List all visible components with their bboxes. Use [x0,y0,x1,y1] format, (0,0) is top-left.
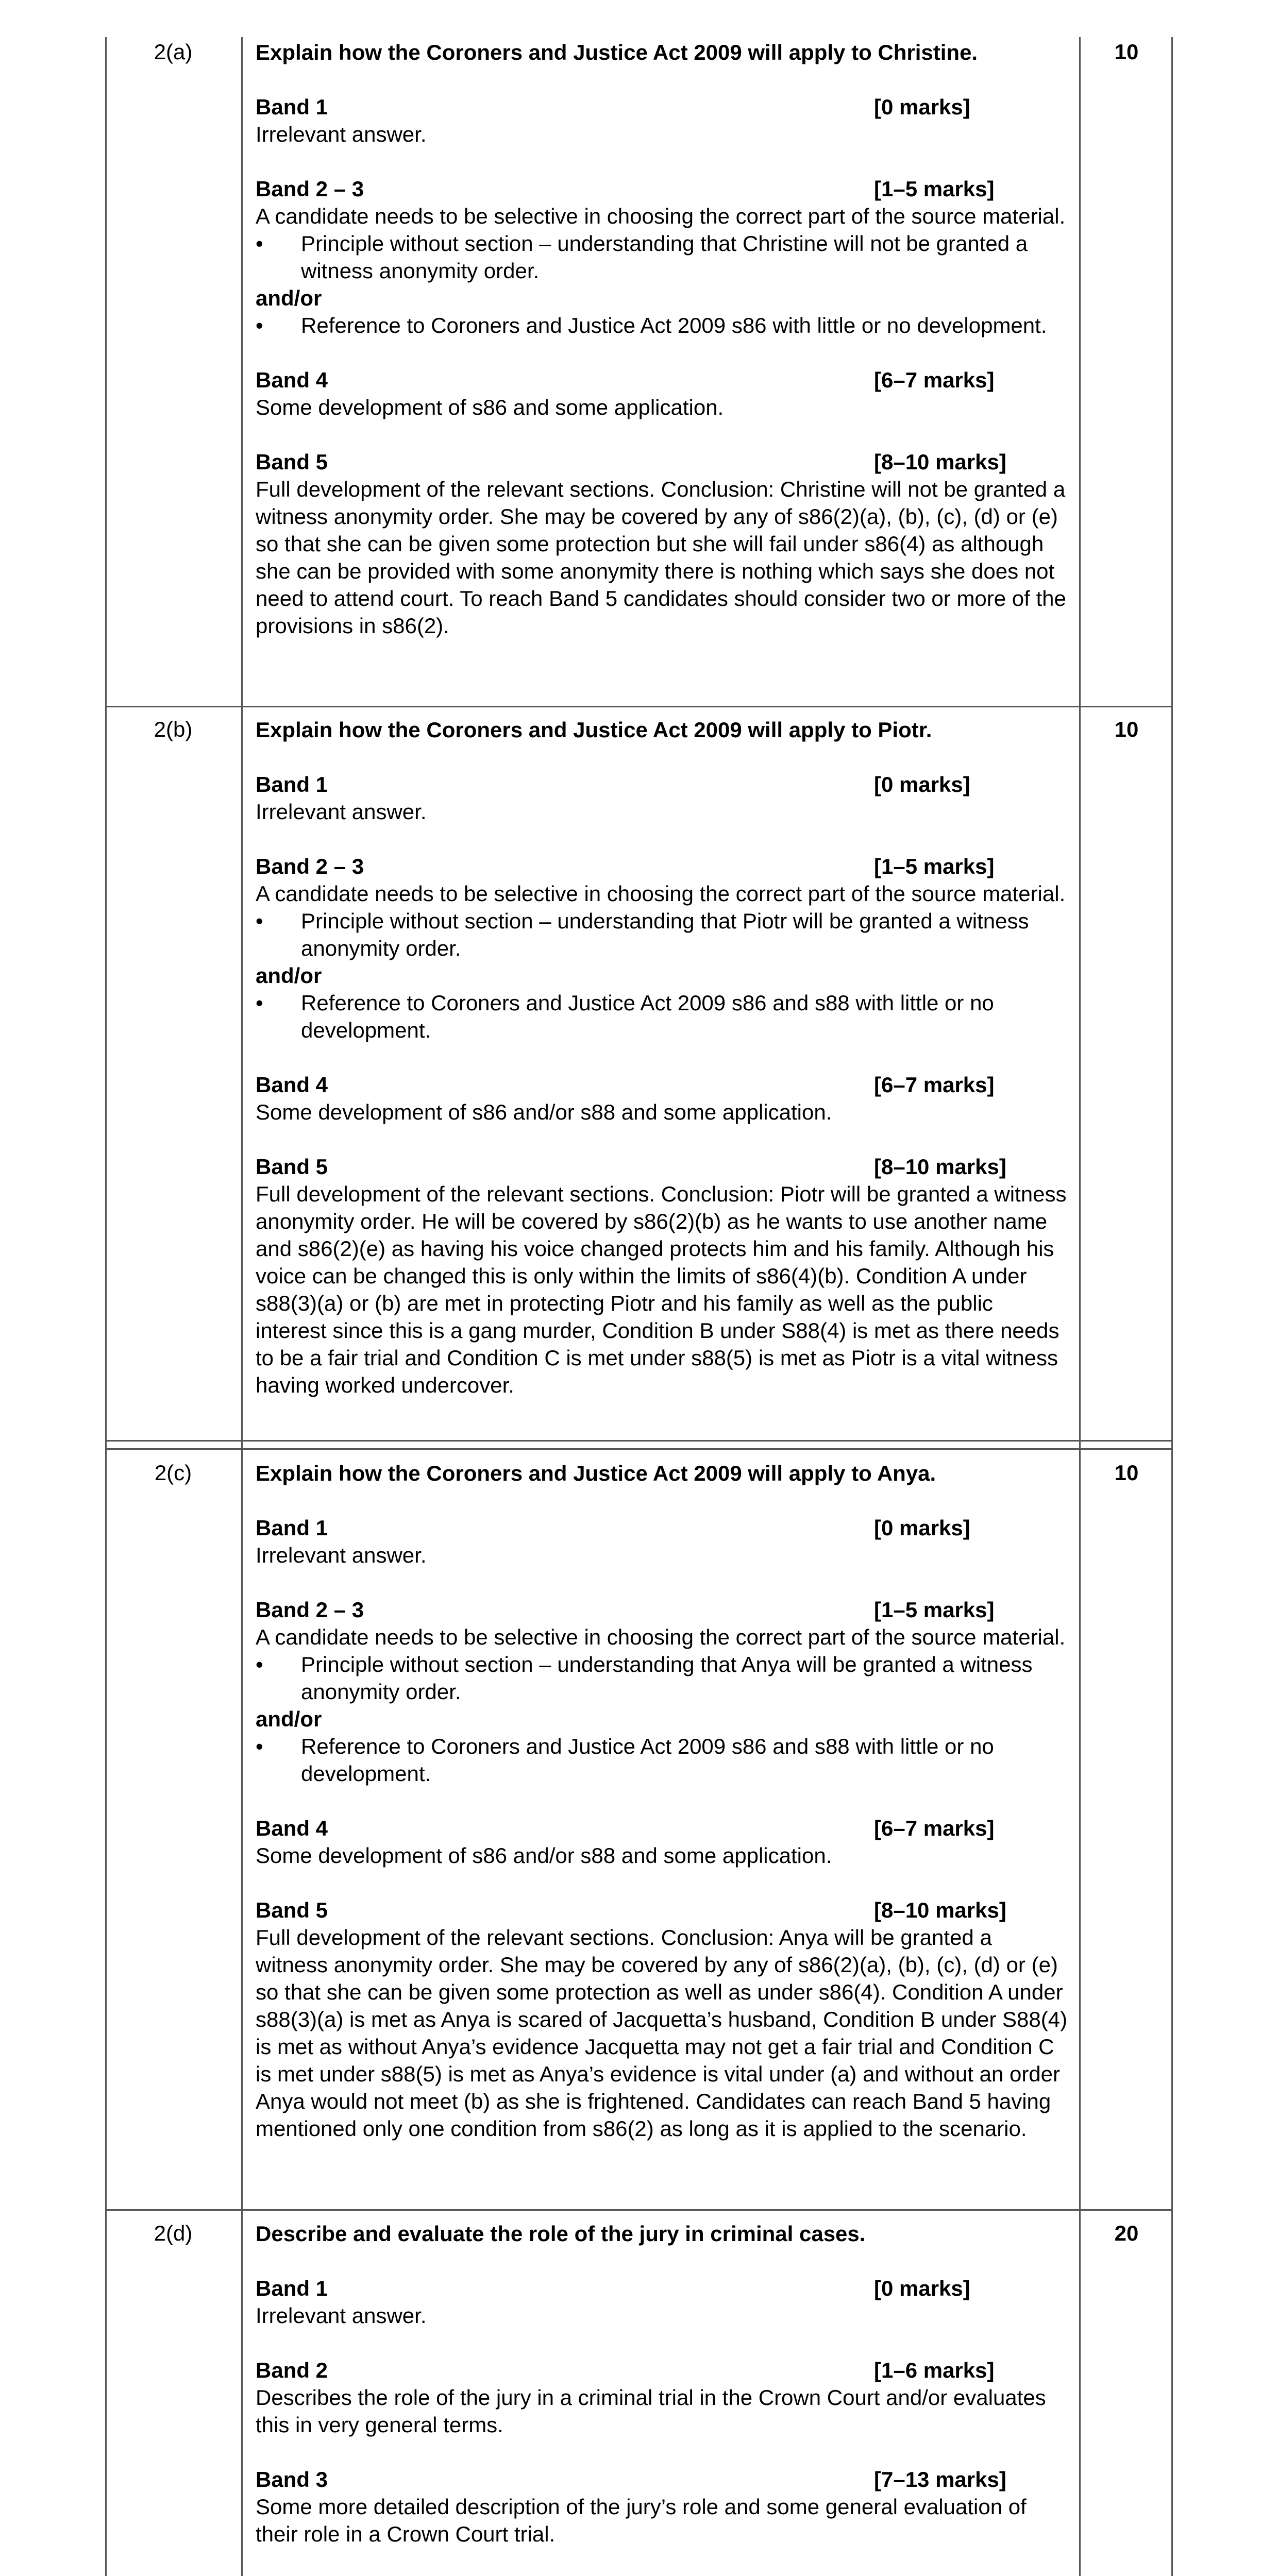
band-description: Irrelevant answer. [256,2303,427,2328]
bullet-icon: • [256,909,263,933]
table-left-border [105,37,107,2576]
bullet-text: Principle without section – understanding that Christine will not be granted a witness anonymity order. [301,231,1028,283]
band-description: Full development of the relevant sections. Conclusion: Anya will be granted a witness anonymity order. She may be covered by any of s86(2)(a), (b), (c), (d) or (e) so that she can be given some protection as well as under s86(4). Condition A under s88(3)(a) is met as Anya is scared of Jacquetta’s husband, Condition B under S88(4) is met as without Anya’s evidence Jacquetta may not get a fair trial and Condition C is met under s88(5) is met as Anya’s evidence is vital under (a) and without an order Anya would not meet (b) as she is frightened. Candidates can reach Band 5 having mentioned only one condition from s86(2) as long as it is applied to the scenario. [256,1925,1068,2141]
bullet-item [256,907,1070,962]
question-number: 2(c) [154,1461,192,1485]
band-5 [256,1153,1070,1399]
bullet-item [256,989,1070,1044]
table-right-border [1171,37,1173,2576]
band-marks: [1–5 marks] [874,177,995,201]
and-or-label: and/or [256,286,322,310]
bullet-item [256,312,1070,339]
question-marks: 10 [1114,1461,1139,1485]
row-divider [105,1448,1173,1450]
question-number: 2(b) [154,717,193,741]
band-1 [256,771,1070,825]
band-4 [256,366,1070,421]
band-description: Full development of the relevant sections. Conclusion: Christine will not be granted a witness anonymity order. She may be covered by any of s86(2)(a), (b), (c), (d) or (e) so that she can be given some protection but she will fail under s86(4) as although she can be provided with some anonymity there is nothing which says she does not need to attend court. To reach Band 5 candidates should consider two or more of the provisions in s86(2). [256,477,1066,638]
band-marks: [7–13 marks] [874,2467,1006,2492]
band-description: A candidate needs to be selective in choosing the correct part of the source material. [256,882,1066,906]
bullet-icon: • [256,1652,263,1676]
band-name: Band 1 [256,95,328,119]
question-content [256,1460,1070,2142]
band-description: Some development of s86 and/or s88 and some application. [256,1843,832,1868]
band-name: Band 1 [256,2276,328,2300]
band-name: Band 1 [256,1516,328,1540]
band-2-3 [256,853,1070,1044]
bullet-text: Reference to Coroners and Justice Act 2009 s86 and s88 with little or no development. [301,1734,994,1786]
band-4 [256,1815,1070,1869]
band-name: Band 4 [256,368,328,392]
band-name: Band 2 – 3 [256,1598,364,1622]
band-name: Band 5 [256,1155,328,1179]
band-name: Band 2 – 3 [256,177,364,201]
band-1 [256,1514,1070,1569]
band-name: Band 5 [256,1898,328,1922]
bullet-icon: • [256,1734,263,1758]
band-5 [256,448,1070,639]
and-or-label: and/or [256,1707,322,1731]
band-1 [256,93,1070,148]
bullet-item [256,230,1070,284]
band-name: Band 5 [256,450,328,474]
band-description: Irrelevant answer. [256,800,427,824]
question-marks: 10 [1114,40,1139,64]
band-3 [256,2466,1070,2548]
band-marks: [0 marks] [874,2276,970,2300]
band-marks: [8–10 marks] [874,1155,1006,1179]
band-description: Describes the role of the jury in a criminal trial in the Crown Court and/or evaluates this in very general terms. [256,2385,1046,2437]
band-4 [256,1071,1070,1126]
band-name: Band 4 [256,1073,328,1097]
band-2-3 [256,1596,1070,1787]
and-or-label: and/or [256,963,322,988]
bullet-text: Principle without section – understanding that Anya will be granted a witness anonymity order. [301,1652,1033,1704]
question-text: Explain how the Coroners and Justice Act 2009 will apply to Christine. [256,40,978,64]
bullet-text: Reference to Coroners and Justice Act 2009 s86 and s88 with little or no development. [301,991,994,1042]
table-column-divider [1079,37,1081,2576]
question-number: 2(a) [154,40,193,64]
band-name: Band 2 [256,2358,328,2382]
bullet-icon: • [256,991,263,1015]
band-name: Band 2 – 3 [256,854,364,878]
band-marks: [1–5 marks] [874,1598,995,1622]
row-divider [105,706,1173,707]
question-text: Explain how the Coroners and Justice Act 2009 will apply to Piotr. [256,718,932,742]
question-marks: 20 [1114,2221,1139,2245]
band-marks: [8–10 marks] [874,450,1006,474]
band-marks: [6–7 marks] [874,1073,995,1097]
band-description: Full development of the relevant sections. Conclusion: Piotr will be granted a witness anonymity order. He will be covered by s86(2)(b) as he wants to use another name and s86(2)(e) as having his voice changed protects him and his family. Although his voice can be changed this is only within the limits of s86(4)(b). Condition A under s88(3)(a) or (b) are met in protecting Piotr and his family as well as the public interest since this is a gang murder, Condition B under S88(4) is met as there needs to be a fair trial and Condition C is met under s88(5) is met as Piotr is a vital witness having worked undercover. [256,1182,1067,1397]
band-marks: [0 marks] [874,95,970,119]
row-divider [105,1440,1173,1442]
band-description: Irrelevant answer. [256,122,427,146]
band-marks: [1–5 marks] [874,854,995,878]
question-content [256,2220,1070,2576]
band-marks: [8–10 marks] [874,1898,1006,1922]
question-marks: 10 [1114,717,1139,741]
band-description: A candidate needs to be selective in choosing the correct part of the source material. [256,1625,1066,1649]
band-description: Some more detailed description of the jury’s role and some general evaluation of their role in a Crown Court trial. [256,2495,1027,2546]
band-marks: [6–7 marks] [874,1816,995,1840]
band-name: Band 4 [256,1816,328,1840]
bullet-icon: • [256,313,263,337]
band-marks: [0 marks] [874,1516,970,1540]
question-number: 2(d) [154,2221,193,2245]
row-divider [105,2209,1173,2211]
band-description: Some development of s86 and some application. [256,395,724,419]
band-5 [256,1896,1070,2142]
bullet-icon: • [256,231,263,256]
bullet-text: Reference to Coroners and Justice Act 2009 s86 with little or no development. [301,313,1047,337]
band-2-3 [256,175,1070,339]
bullet-item [256,1733,1070,1787]
band-description: Some development of s86 and/or s88 and some application. [256,1100,832,1124]
band-2 [256,2357,1070,2438]
question-text: Describe and evaluate the role of the jury in criminal cases. [256,2222,866,2246]
table-column-divider [241,37,243,2576]
question-content [256,39,1070,639]
band-1 [256,2275,1070,2329]
band-description: Irrelevant answer. [256,1543,427,1567]
band-description: A candidate needs to be selective in choosing the correct part of the source material. [256,204,1066,228]
band-name: Band 3 [256,2467,328,2492]
band-marks: [0 marks] [874,772,970,796]
band-marks: [6–7 marks] [874,368,995,392]
bullet-item [256,1651,1070,1705]
question-text: Explain how the Coroners and Justice Act 2009 will apply to Anya. [256,1461,936,1485]
bullet-text: Principle without section – understanding that Piotr will be granted a witness anonymity order. [301,909,1029,960]
band-marks: [1–6 marks] [874,2358,995,2382]
question-content [256,716,1070,1399]
band-name: Band 1 [256,772,328,796]
